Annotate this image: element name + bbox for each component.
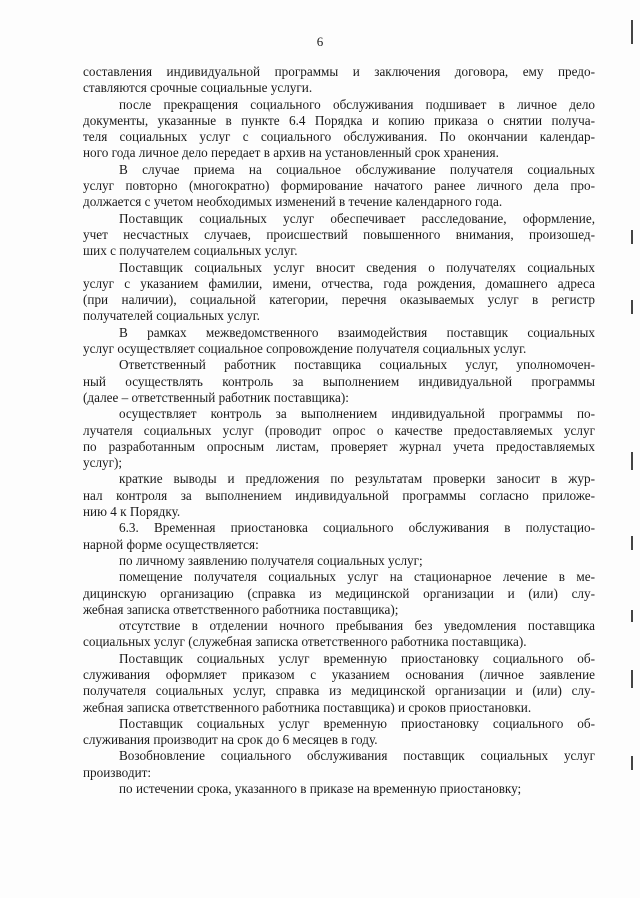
text-line: теля социальных услуг с социального обслуживания. По окончании календар- (83, 129, 595, 145)
text-line: нарной форме осуществляется: (83, 536, 259, 552)
text-line: услуг осуществляет социальное сопровождение получателя социальных услуг. (83, 341, 527, 357)
text-line: помещение получателя социальных услуг на стационарное лечение в ме- (119, 569, 595, 585)
text-line: по разработанным опросным листам, проверяет журнал учета предоставляемых (83, 438, 595, 454)
scan-edge-mark (631, 756, 633, 770)
text-line: служивания оформляет приказом с указанием основания (личное заявление (83, 666, 595, 682)
text-line: получателей социальных услуг. (83, 308, 260, 324)
scan-edge-mark (631, 300, 633, 314)
text-line: (далее – ответственный работник поставщика): (83, 389, 349, 405)
text-line: ного года личное дело передает в архив на установленный срок хранения. (83, 145, 499, 161)
paragraph (83, 618, 595, 651)
text-line: услуг); (83, 455, 123, 471)
text-line: нал контроля за выполнением индивидуальной программы согласно приложе- (83, 487, 595, 503)
text-line: документы, указанные в пункте 6.4 Порядка и копию приказа о снятии получа- (83, 112, 595, 128)
text-line: В случае приема на социальное обслуживание получателя социальных (119, 161, 595, 177)
text-line: Поставщик социальных услуг вносит сведения о получателях социальных (119, 259, 595, 275)
scan-edge-marks (631, 0, 634, 898)
paragraph (83, 260, 595, 325)
paragraph (83, 748, 595, 781)
paragraph (83, 97, 595, 162)
text-line: Поставщик социальных услуг обеспечивает расследование, оформление, (119, 210, 595, 226)
paragraph (83, 64, 595, 97)
text-line: ших с получателем социальных услуг. (83, 243, 298, 259)
text-line: услуг с указанием фамилии, имени, отчества, года рождения, домашнего адреса (83, 275, 595, 291)
text-line: В рамках межведомственного взаимодействия поставщик социальных (119, 324, 595, 340)
text-line: Возобновление социального обслуживания поставщик социальных услуг (119, 748, 595, 764)
page-number: 6 (316, 34, 324, 49)
document-body (83, 64, 595, 797)
text-line: краткие выводы и предложения по результатам проверки заносит в жур- (119, 471, 595, 487)
paragraph (83, 716, 595, 749)
scan-edge-mark (631, 452, 633, 470)
text-line: составления индивидуальной программы и заключения договора, ему предо- (83, 64, 595, 79)
text-line: жебная записка ответственного работника поставщика); (83, 601, 399, 617)
paragraph (83, 406, 595, 471)
text-line: ставляются срочные социальные услуги. (83, 80, 313, 96)
text-line: нию 4 к Порядку. (83, 504, 181, 520)
text-line: услуг повторно (многократно) формирование начатого ранее личного дела про- (83, 178, 595, 194)
text-line: Поставщик социальных услуг временную приостановку социального об- (119, 650, 595, 666)
scan-edge-mark (631, 610, 633, 622)
text-line: отсутствие в отделении ночного пребывания без уведомления поставщика (119, 618, 595, 634)
text-line: жебная записка ответственного работника поставщика) и сроков приостановки. (83, 699, 532, 715)
text-line: получателя социальных услуг, справка из медицинской организации и (или) слу- (83, 683, 595, 699)
text-line: осуществляет контроль за выполнением индивидуальной программы по- (119, 406, 595, 422)
text-line: по истечении срока, указанного в приказе на временную приостановку; (119, 781, 522, 797)
scan-edge-mark (631, 20, 633, 44)
paragraph (83, 651, 595, 716)
paragraph (83, 553, 595, 569)
text-line: (при наличии), социальной категории, перечня оказываемых услуг в регистр (83, 292, 595, 308)
text-line: социальных услуг (служебная записка ответственного работника поставщика). (83, 634, 527, 650)
text-line: служивания производит на срок до 6 месяцев в году. (83, 732, 378, 748)
text-line: лучателя социальных услуг (проводит опрос о качестве предоставляемых услуг (83, 422, 595, 438)
scan-edge-mark (631, 536, 633, 550)
text-line: Поставщик социальных услуг временную приостановку социального об- (119, 715, 595, 731)
text-line: учет несчастных случаев, происшествий повышенного внимания, произошед- (83, 226, 595, 242)
scan-edge-mark (631, 670, 633, 688)
text-line: по личному заявлению получателя социальных услуг; (119, 552, 423, 568)
paragraph (83, 520, 595, 553)
text-line: ный осуществлять контроль за выполнением индивидуальной программы (83, 373, 595, 389)
text-line: производит: (83, 764, 152, 780)
paragraph (83, 471, 595, 520)
paragraph (83, 162, 595, 211)
text-line: после прекращения социального обслуживания подшивает в личное дело (119, 96, 595, 112)
paragraph (83, 211, 595, 260)
text-line: 6.3. Временная приостановка социального обслуживания в полустацио- (119, 520, 595, 536)
text-line: Ответственный работник поставщика социальных услуг, уполномочен- (119, 357, 595, 373)
text-line: должается с учетом необходимых изменений в течение календарного года. (83, 194, 503, 210)
scan-edge-mark (631, 230, 633, 244)
paragraph (83, 569, 595, 618)
text-line: дицинскую организацию (справка из медицинской организации и (или) слу- (83, 585, 595, 601)
paragraph (83, 325, 595, 358)
paragraph (83, 357, 595, 406)
paragraph (83, 781, 595, 797)
